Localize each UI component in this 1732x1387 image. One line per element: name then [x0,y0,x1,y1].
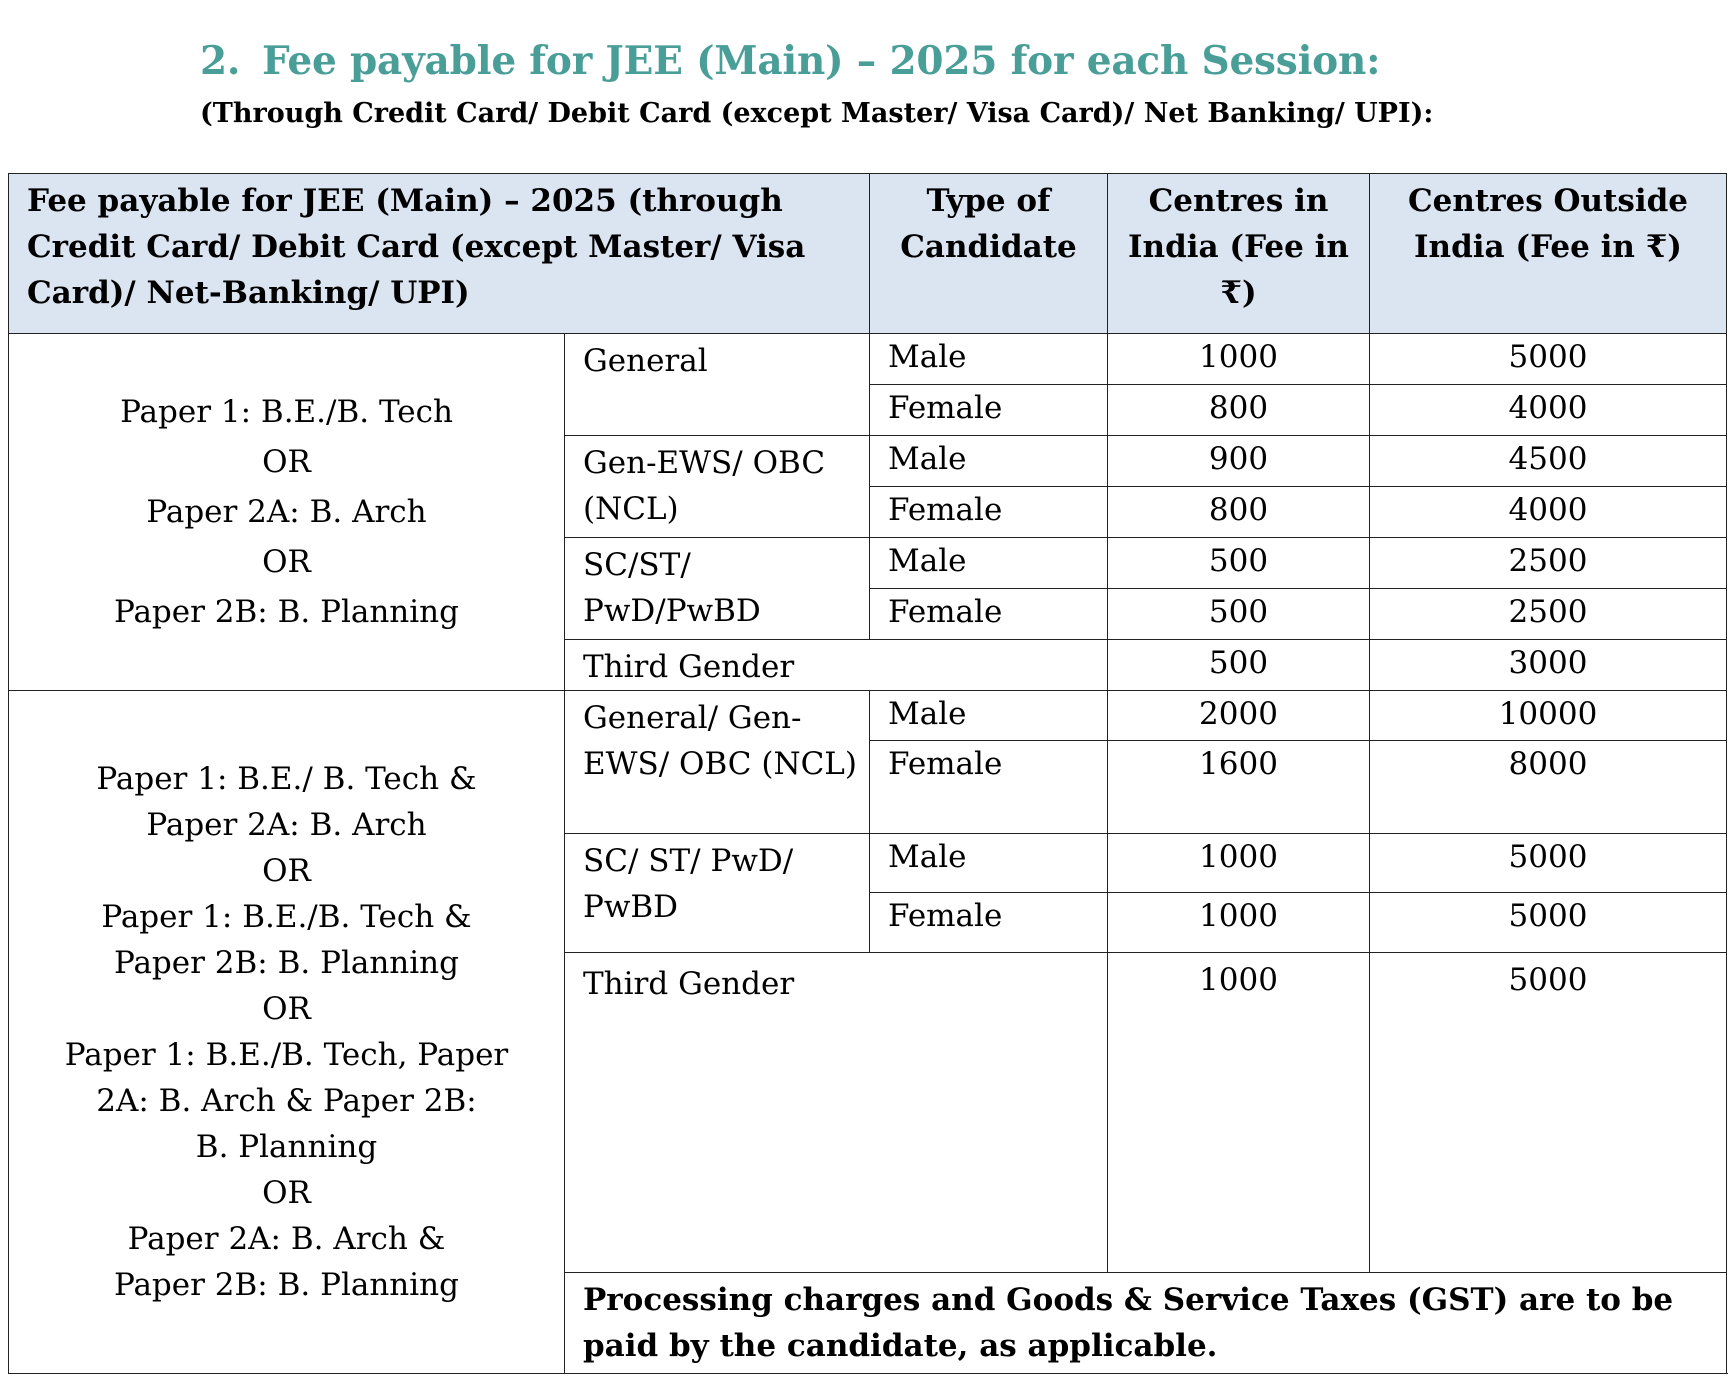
fee-outside: 8000 [1370,741,1727,834]
fee-outside: 2500 [1370,538,1727,589]
section-heading [200,38,1380,84]
category-third-gender: Third Gender [565,953,1108,1273]
paper-line: OR [262,991,311,1027]
section-number: 2. [200,38,241,84]
paper-line: OR [262,853,311,889]
gender-cell: Female [870,893,1108,953]
fee-outside: 5000 [1370,834,1727,893]
category-gen-ews-obc: Gen-EWS/ OBC (NCL) [565,436,870,538]
paper-line: Paper 1: B.E./ B. Tech & [96,761,477,797]
fee-outside: 5000 [1370,953,1727,1273]
fee-outside: 10000 [1370,691,1727,741]
fee-india: 1600 [1108,741,1370,834]
fee-india: 500 [1108,640,1370,691]
section-subheading: (Through Credit Card/ Debit Card (except Master/ Visa Card)/ Net Banking/ UPI): [200,98,1434,129]
paper-line: Paper 1: B.E./B. Tech & [101,899,472,935]
category-general: General [565,334,870,436]
fee-india: 900 [1108,436,1370,487]
fee-outside: 2500 [1370,589,1727,640]
section-title: Fee payable for JEE (Main) – 2025 for each Session: [262,38,1381,84]
gender-cell: Female [870,385,1108,436]
table-row [9,691,1727,741]
paper-line: 2A: B. Arch & Paper 2B: [96,1083,477,1119]
header-type-of-candidate: Type of Candidate [870,174,1108,334]
table-header-row [9,174,1727,334]
paper-line: OR [262,1175,311,1211]
category-sc-st-pwd: SC/ ST/ PwD/ PwBD [565,834,870,953]
fee-india: 1000 [1108,953,1370,1273]
header-fee-payable: Fee payable for JEE (Main) – 2025 (through Credit Card/ Debit Card (except Master/ Visa Card)/ Net-Banking/ UPI) [9,174,870,334]
paper-line: Paper 2B: B. Planning [113,594,459,630]
header-centres-outside-india: Centres Outside India (Fee in ₹) [1370,174,1727,334]
gender-cell: Female [870,589,1108,640]
category-general-ews-obc: General/ Gen-EWS/ OBC (NCL) [565,691,870,834]
gender-cell: Male [870,334,1108,385]
gender-cell: Male [870,538,1108,589]
gender-cell: Male [870,834,1108,893]
paper-line: Paper 2B: B. Planning [113,1267,459,1303]
paper-line: Paper 2A: B. Arch & [127,1221,446,1257]
paper-line: Paper 2A: B. Arch [146,807,427,843]
paper-line: OR [262,444,311,480]
footer-note: Processing charges and Goods & Service Taxes (GST) are to be paid by the candidate, as applicable. [565,1273,1727,1374]
fee-india: 800 [1108,385,1370,436]
fee-india: 1000 [1108,893,1370,953]
fee-india: 800 [1108,487,1370,538]
paper-line: Paper 2A: B. Arch [146,494,427,530]
fee-india: 1000 [1108,834,1370,893]
fee-table [8,173,1727,1374]
paper-group-2 [9,691,565,1374]
fee-outside: 5000 [1370,893,1727,953]
fee-outside: 4000 [1370,487,1727,538]
fee-india: 1000 [1108,334,1370,385]
fee-outside: 4500 [1370,436,1727,487]
gender-cell: Male [870,436,1108,487]
category-third-gender: Third Gender [565,640,1108,691]
paper-line: B. Planning [195,1129,378,1165]
category-sc-st-pwd: SC/ST/ PwD/PwBD [565,538,870,640]
fee-india: 500 [1108,589,1370,640]
table-row [9,334,1727,385]
fee-outside: 4000 [1370,385,1727,436]
paper-line: Paper 2B: B. Planning [113,945,459,981]
paper-group-1 [9,334,565,691]
gender-cell: Female [870,741,1108,834]
gender-cell: Female [870,487,1108,538]
paper-line: Paper 1: B.E./B. Tech [120,394,453,430]
fee-outside: 3000 [1370,640,1727,691]
paper-line: Paper 1: B.E./B. Tech, Paper [64,1037,509,1073]
fee-india: 500 [1108,538,1370,589]
fee-outside: 5000 [1370,334,1727,385]
fee-india: 2000 [1108,691,1370,741]
paper-line: OR [262,544,311,580]
header-centres-india: Centres in India (Fee in ₹) [1108,174,1370,334]
gender-cell: Male [870,691,1108,741]
